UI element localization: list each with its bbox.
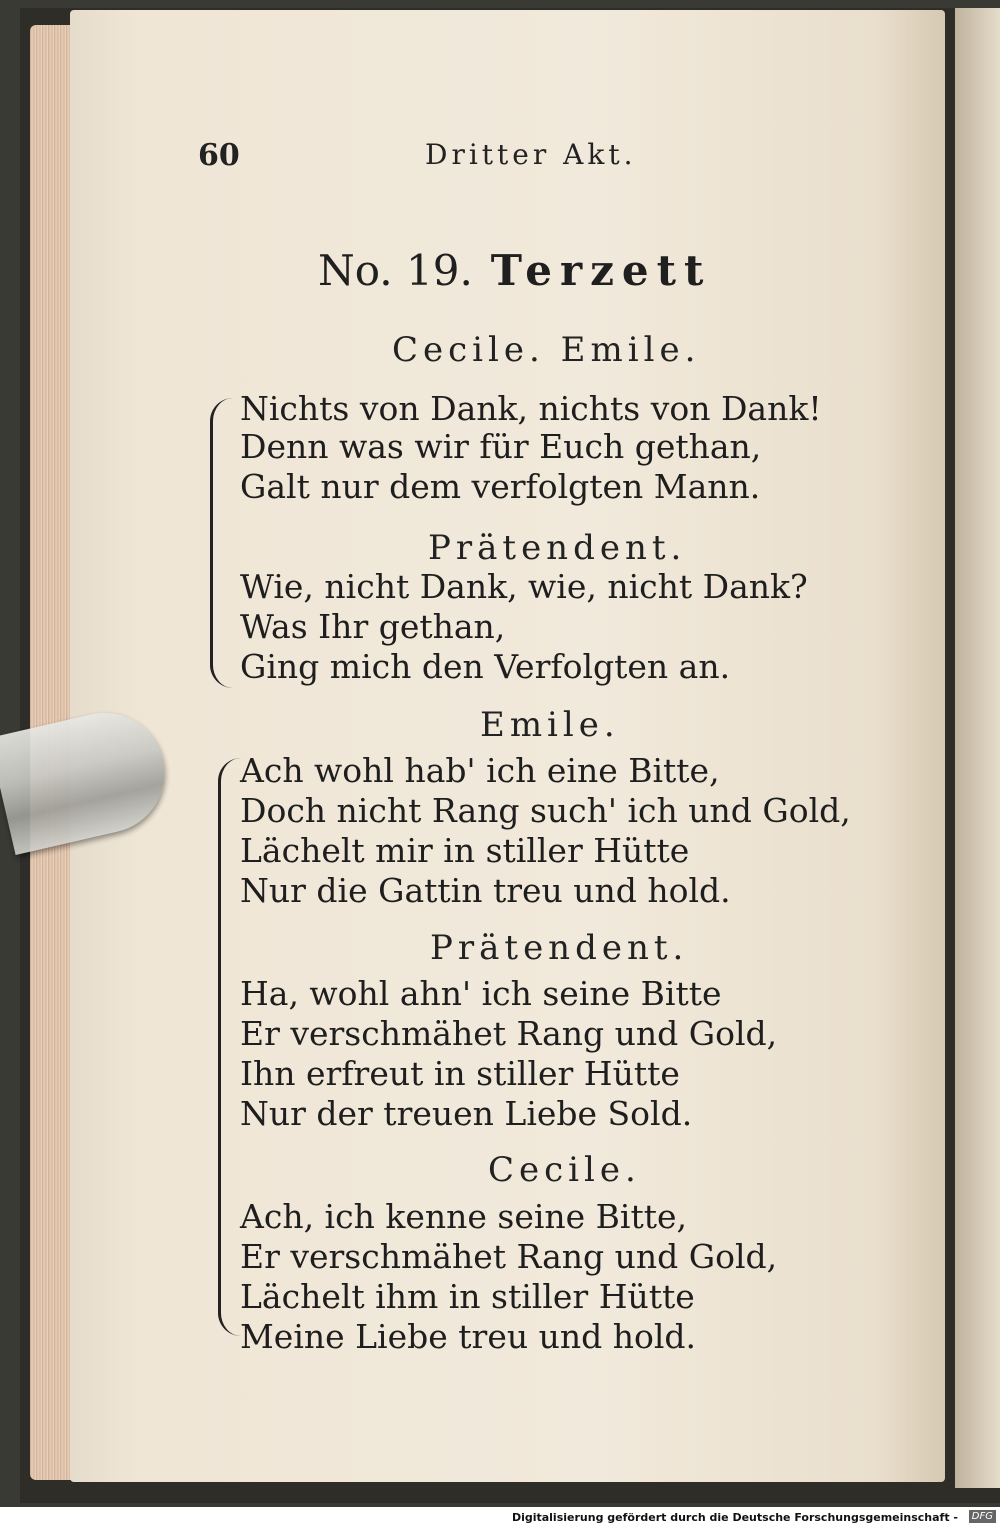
page-number: 60	[198, 138, 240, 173]
piece-name: Terzett	[490, 246, 712, 295]
verse-line: Lächelt mir in stiller Hütte	[240, 831, 690, 870]
speaker-heading: Prätendent.	[428, 528, 687, 568]
facing-page-edge	[955, 8, 1000, 1488]
verse-line: Wie, nicht Dank, wie, nicht Dank?	[240, 567, 808, 606]
verse-line: Galt nur dem verfolgten Mann.	[240, 467, 761, 506]
verse-line: Lächelt ihm in stiller Hütte	[240, 1277, 695, 1316]
verse-line: Er verschmähet Rang und Gold,	[240, 1014, 778, 1053]
verse-line: Nichts von Dank, nichts von Dank!	[240, 389, 822, 428]
footer-bar	[0, 1507, 1000, 1527]
verse-line: Doch nicht Rang such' ich und Gold,	[240, 791, 851, 830]
piece-title	[318, 246, 711, 295]
verse-line: Ach, ich kenne seine Bitte,	[240, 1197, 688, 1236]
verse-line: Denn was wir für Euch gethan,	[240, 427, 762, 466]
speaker-heading: Cecile. Emile.	[392, 330, 701, 370]
verse-line: Was Ihr gethan,	[240, 607, 506, 646]
verse-line: Ihn erfreut in stiller Hütte	[240, 1054, 680, 1093]
verse-line: Ging mich den Verfolgten an.	[240, 647, 731, 686]
speaker-heading: Prätendent.	[430, 928, 689, 968]
verse-line: Ha, wohl ahn' ich seine Bitte	[240, 974, 722, 1013]
running-head: Dritter Akt.	[425, 138, 637, 171]
brace-left	[218, 758, 241, 1336]
speaker-heading: Emile.	[480, 705, 620, 745]
speaker-heading: Cecile.	[488, 1150, 641, 1190]
verse-line: Meine Liebe treu und hold.	[240, 1317, 697, 1356]
verse-line: Nur die Gattin treu und hold.	[240, 871, 731, 910]
verse-line: Er verschmähet Rang und Gold,	[240, 1237, 778, 1276]
footer-credit: Digitalisierung gefördert durch die Deutsche Forschungsgemeinschaft -	[511, 1511, 958, 1524]
piece-number: No. 19.	[318, 246, 473, 295]
verse-line: Ach wohl hab' ich eine Bitte,	[240, 751, 720, 790]
dfg-logo-icon: DFG	[969, 1510, 996, 1523]
brace-left	[210, 398, 233, 688]
verse-line: Nur der treuen Liebe Sold.	[240, 1094, 693, 1133]
